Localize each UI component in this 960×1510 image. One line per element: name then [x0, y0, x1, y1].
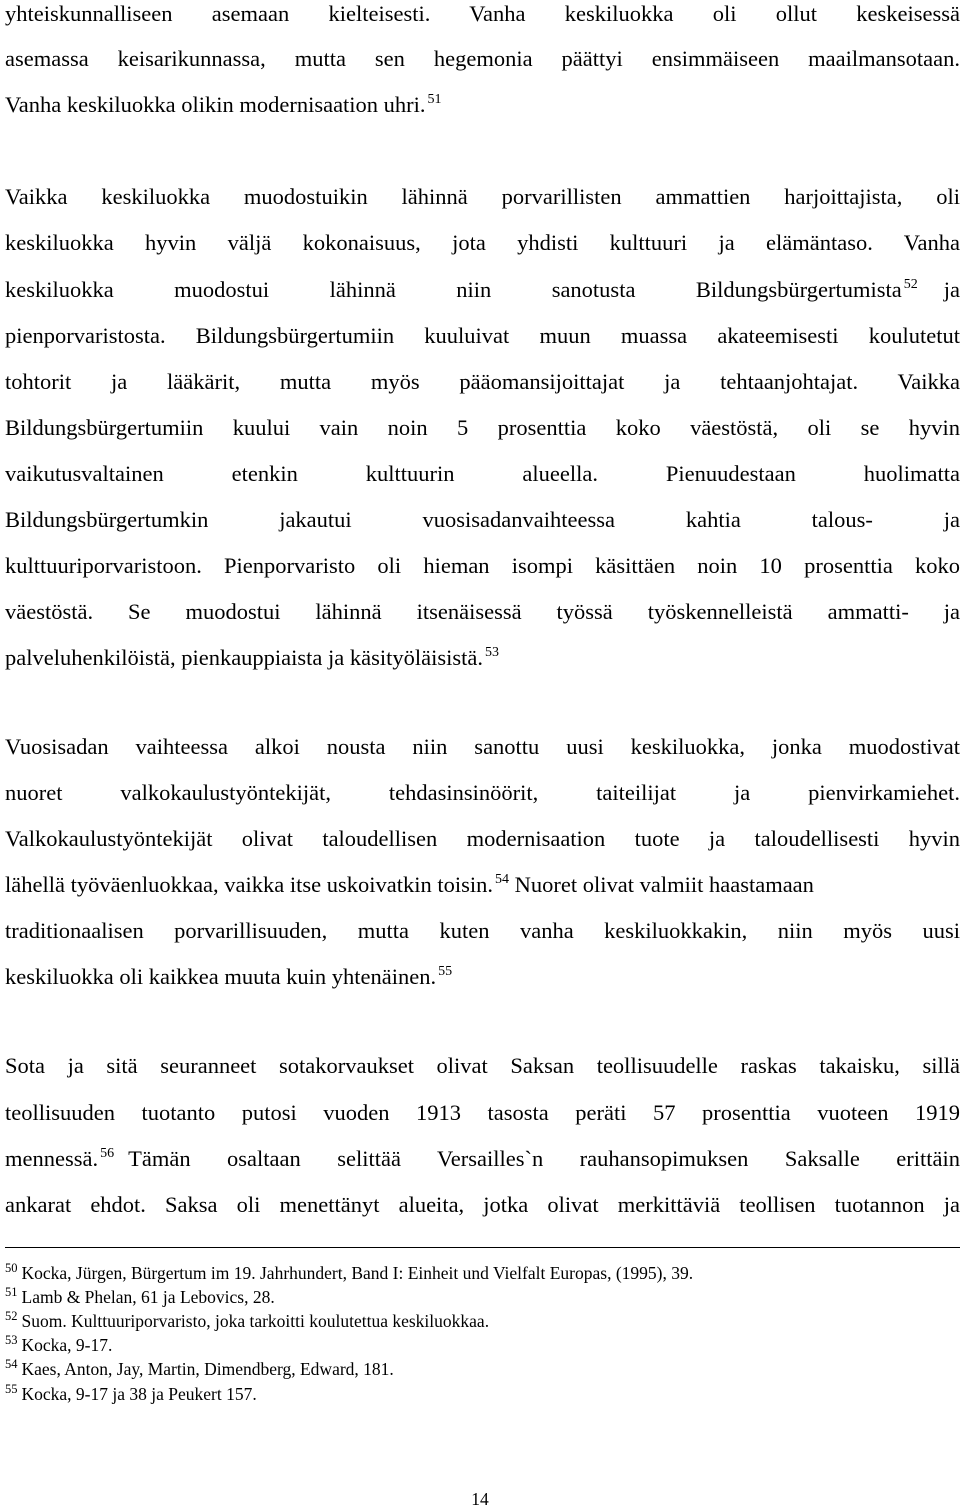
word: muodostui — [174, 277, 270, 302]
footnote-divider — [5, 1247, 960, 1248]
text-line: vaikutusvaltainen etenkin kulttuurin alueella. Pienuudestaan huolimatta — [5, 461, 960, 486]
text-line: teollisuuden tuotanto putosi vuoden 1913 tasosta peräti 57 prosenttia vuoteen 1919 — [5, 1100, 960, 1125]
footnote-ref: 55 — [438, 964, 453, 979]
footnote-ref: 54 — [495, 872, 510, 887]
text-line — [5, 92, 960, 122]
text-line — [5, 277, 960, 307]
line-text: Vanha keskiluokka olikin modernisaation uhri. — [5, 92, 426, 117]
text-line: ankarat ehdot. Saksa oli menettänyt alueita, jotka olivat merkittäviä teollisen tuotannon ja — [5, 1192, 960, 1217]
line-text: Nuoret olivat valmiit haastamaan — [514, 872, 814, 897]
footnote-number: 52 — [5, 1309, 18, 1323]
text-line — [5, 645, 960, 675]
text-line: kulttuuriporvaristoon. Pienporvaristo oli hieman isompi käsittäen noin 10 prosenttia koko — [5, 553, 960, 578]
footnote-number: 54 — [5, 1357, 18, 1371]
footnote-number: 53 — [5, 1333, 18, 1347]
footnote-text: Kocka, 9-17. — [21, 1335, 113, 1355]
text-line: Valkokaulustyöntekijät olivat taloudellisen modernisaation tuote ja taloudellisesti hyvin — [5, 826, 960, 851]
footnote — [5, 1262, 693, 1286]
text-line: yhteiskunnalliseen asemaan kielteisesti. Vanha keskiluokka oli ollut keskeisessä — [5, 1, 960, 26]
footnote-ref: 52 — [903, 277, 918, 292]
footnote-ref: 56 — [100, 1146, 115, 1161]
text-line: tohtorit ja lääkärit, mutta myös pääomansijoittajat ja tehtaanjohtajat. Vaikka — [5, 369, 960, 394]
footnote-ref: 53 — [485, 645, 500, 660]
line-text — [5, 1146, 114, 1176]
line-text: Tämän osaltaan selittää Versailles`n rauhansopimuksen Saksalle erittäin — [128, 1146, 960, 1171]
footnote-ref: 51 — [427, 92, 442, 107]
page-number: 14 — [471, 1489, 489, 1509]
footnote — [5, 1358, 394, 1382]
word: mennessä. — [5, 1146, 99, 1171]
line-text — [5, 277, 918, 307]
footnote-text: Kaes, Anton, Jay, Martin, Dimendberg, Edward, 181. — [21, 1359, 394, 1379]
text-line: traditionaalisen porvarillisuuden, mutta kuten vanha keskiluokkakin, niin myös uusi — [5, 918, 960, 943]
footnote — [5, 1383, 257, 1407]
footnote — [5, 1286, 275, 1310]
footnote-number: 55 — [5, 1382, 18, 1396]
text-line: keskiluokka hyvin väljä kokonaisuus, jota yhdisti kulttuuri ja elämäntaso. Vanha — [5, 230, 960, 255]
text-line: pienporvaristosta. Bildungsbürgertumiin kuuluivat muun muassa akateemisesti koulutetut — [5, 323, 960, 348]
text-line — [5, 964, 960, 994]
text-line: Vaikka keskiluokka muodostuikin lähinnä porvarillisten ammattien harjoittajista, oli — [5, 184, 960, 209]
text-line: Vuosisadan vaihteessa alkoi nousta niin sanottu uusi keskiluokka, jonka muodostivat — [5, 734, 960, 759]
word: niin — [456, 277, 492, 302]
text-line: Sota ja sitä seuranneet sotakorvaukset olivat Saksan teollisuudelle raskas takaisku, sillä — [5, 1053, 960, 1078]
text-line: Bildungsbürgertumkin jakautui vuosisadanvaihteessa kahtia talous- ja — [5, 507, 960, 532]
footnote-text: Suom. Kulttuuriporvaristo, joka tarkoitti koulutettua keskiluokkaa. — [21, 1311, 490, 1331]
word: sanotusta — [551, 277, 636, 302]
text-line: väestöstä. Se muodostui lähinnä itsenäisessä työssä työskennelleistä ammatti- ja — [5, 599, 960, 624]
word: Bildungsbürgertumista $^{52}$ — [695, 277, 918, 302]
footnote — [5, 1310, 489, 1334]
word: lähinnä — [329, 277, 396, 302]
line-text: lähellä työväenluokkaa, vaikka itse uskoivatkin toisin. — [5, 872, 494, 897]
footnote-number: 50 — [5, 1261, 18, 1275]
text-line: nuoret valkokaulustyöntekijät, tehdasinsinöörit, taiteilijat ja pienvirkamiehet. — [5, 780, 960, 805]
line-end-word: ja — [943, 277, 960, 302]
text-line: asemassa keisarikunnassa, mutta sen hegemonia päättyi ensimmäiseen maailmansotaan. — [5, 46, 960, 71]
line-text: palveluhenkilöistä, pienkauppiaista ja käsityöläisistä. — [5, 645, 484, 670]
word: keskiluokka — [5, 277, 114, 302]
text-line — [5, 1146, 960, 1176]
footnote-text: Kocka, 9-17 ja 38 ja Peukert 157. — [21, 1384, 257, 1404]
footnote-text: Kocka, Jürgen, Bürgertum im 19. Jahrhundert, Band I: Einheit und Vielfalt Europas, (1995), 39. — [21, 1263, 694, 1283]
footnote-number: 51 — [5, 1285, 18, 1299]
text-line: Bildungsbürgertumiin kuului vain noin 5 prosenttia koko väestöstä, oli se hyvin — [5, 415, 960, 440]
footnote-text: Lamb & Phelan, 61 ja Lebovics, 28. — [21, 1287, 275, 1307]
footnote — [5, 1334, 112, 1358]
text-line — [5, 872, 960, 902]
line-text: keskiluokka oli kaikkea muuta kuin yhtenäinen. — [5, 964, 437, 989]
